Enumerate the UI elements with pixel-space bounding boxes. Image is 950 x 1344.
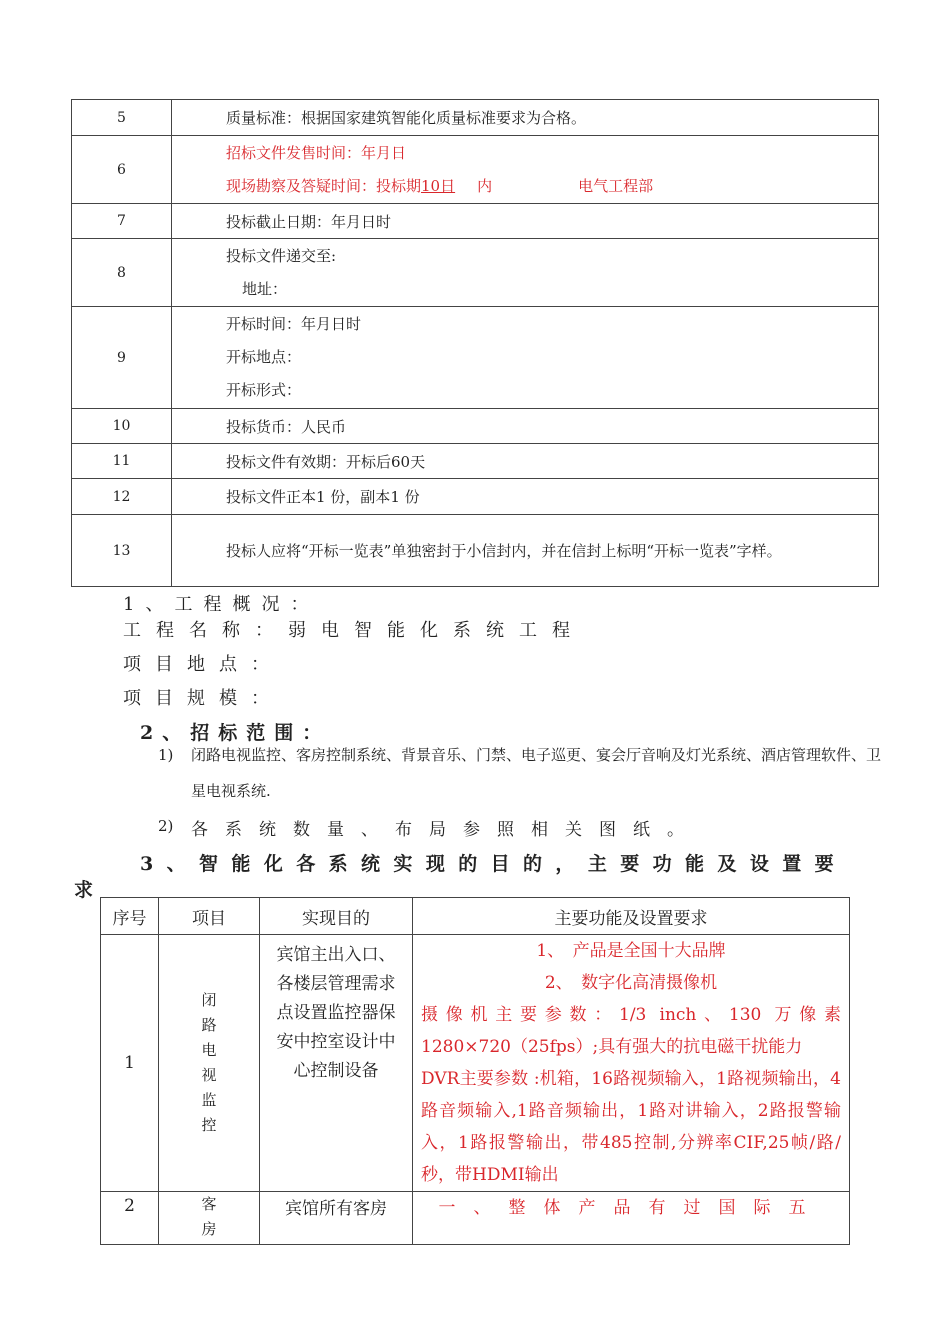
row-number: 11: [72, 444, 172, 479]
header-index: 序号: [101, 898, 159, 935]
sale-and-survey-time: [172, 136, 879, 204]
req-camera-params: 摄像机主要参数：1/3 inch、130 万像素: [421, 1005, 841, 1025]
table-row: [101, 1192, 850, 1245]
scope-item-2: 各系统数量、布局参照相关图纸。: [191, 820, 701, 840]
row-number: 1: [101, 935, 159, 1192]
header-purpose: 实现目的: [260, 898, 413, 935]
submit-to: 投标文件递交至:: [226, 246, 337, 265]
req-dvr-params: DVR主要参数 :机箱，16路视频输入，1路视频输出，4路音频输入,1路音频输出，1路对讲输入，2路报警输入，1路报警输出，带485控制,分辨率CIF,25帧/路/秒，带HDMI输出: [421, 1069, 841, 1185]
systems-table: [100, 897, 850, 1245]
validity: 投标文件有效期：开标后60天: [172, 444, 879, 479]
survey-days: 10日: [421, 176, 456, 195]
purpose-cctv: 宾馆主出入口、各楼层管理需求点设置监控器保安中控室设计中心控制设备: [260, 935, 413, 1192]
table-row: [72, 515, 879, 587]
submission: [172, 239, 879, 307]
requirements-cctv: [413, 935, 850, 1192]
opening-time: 开标时间：年月日时: [226, 315, 362, 333]
project-name: 工程名称：弱电智能化系统工程: [123, 620, 585, 641]
requirements-room: [413, 1192, 850, 1245]
sealing-instruction: 投标人应将“开标一览表”单独密封于小信封内，并在信封上标明“开标一览表”字样。: [172, 515, 879, 587]
bidding-info-table: [71, 99, 879, 587]
purpose-room: 宾馆所有客房: [260, 1192, 413, 1245]
row-number: 12: [72, 479, 172, 515]
item-cctv: [159, 935, 260, 1192]
list-item-number: 1): [158, 746, 174, 764]
req-brand: 1、 产品是全国十大品牌: [536, 941, 726, 961]
currency: 投标货币：人民币: [172, 409, 879, 444]
req-camera: 2、 数字化高清摄像机: [544, 973, 718, 993]
table-row: [72, 100, 879, 136]
row-number: 8: [72, 239, 172, 307]
table-row: [101, 935, 850, 1192]
table-row: [72, 479, 879, 515]
table-row: [72, 444, 879, 479]
row-number: 2: [101, 1192, 159, 1245]
section2-heading: 2、招标范围：: [140, 722, 331, 744]
table-row: [72, 204, 879, 239]
survey-time: [226, 170, 878, 203]
row-number: 6: [72, 136, 172, 204]
row-number: 13: [72, 515, 172, 587]
table-header-row: [101, 898, 850, 935]
row-number: 9: [72, 307, 172, 409]
deadline: 投标截止日期：年月日时: [172, 204, 879, 239]
table-row: [72, 136, 879, 204]
survey-label: 现场勘察及答疑时间：投标期: [226, 176, 422, 195]
row-number: 7: [72, 204, 172, 239]
sale-time: 招标文件发售时间：年月日: [226, 143, 407, 162]
survey-dept: 电气工程部: [578, 176, 654, 195]
req-room-1: 一、整体产品有过国际五: [438, 1198, 824, 1218]
address: 地址：: [242, 279, 288, 298]
req-camera-resolution: 1280×720（25fps）;具有强大的抗电磁干扰能力: [421, 1037, 803, 1057]
item-room-text: 客房: [201, 1195, 217, 1238]
header-requirements: 主要功能及设置要求: [413, 898, 850, 935]
project-scale: 项目规模：: [123, 688, 283, 709]
table-row: [72, 409, 879, 444]
opening-form: 开标形式：: [226, 381, 302, 399]
opening-place: 开标地点：: [226, 348, 302, 366]
section1-heading: 1、工程概况：: [123, 594, 320, 615]
item-cctv-text: 闭路电视监控: [201, 991, 217, 1134]
survey-within: 内: [477, 176, 493, 195]
header-item: 项目: [159, 898, 260, 935]
copies: 投标文件正本1 份，副本1 份: [172, 479, 879, 515]
table-row: [72, 307, 879, 409]
row-number: 10: [72, 409, 172, 444]
list-item-number: 2): [158, 817, 174, 835]
row-number: 5: [72, 100, 172, 136]
quality-standard: 质量标准：根据国家建筑智能化质量标准要求为合格。: [172, 100, 879, 136]
scope-item-1: 闭路电视监控、客房控制系统、背景音乐、门禁、电子巡更、宴会厅音响及灯光系统、酒店管理软件、卫星电视系统.: [191, 746, 882, 800]
section3-heading-wrap: 求: [74, 879, 105, 901]
opening: [172, 307, 879, 409]
item-room: [159, 1192, 260, 1245]
table-row: [72, 239, 879, 307]
project-location: 项目地点：: [123, 654, 283, 675]
section3-heading: 3、智能化各系统实现的目的，主要功能及设置要: [140, 853, 848, 875]
